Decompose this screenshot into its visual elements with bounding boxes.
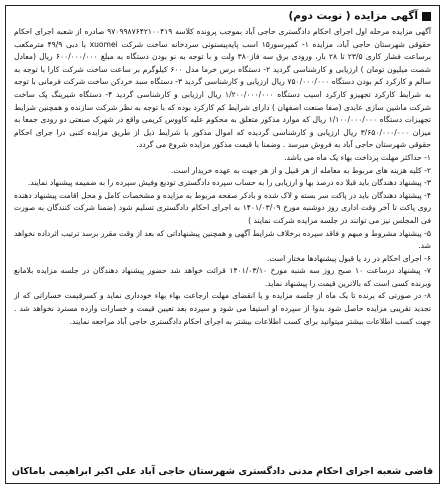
condition-1: ۱- حداکثر مهلت پرداخت بهاء یک ماه می باشد.	[284, 152, 431, 162]
notice-title: آگهی مزایده ( نوبت دوم)	[288, 10, 418, 22]
condition-8: ۸- در صورتی که برنده تا یک ماه از جلسه مزایده و یا انقضای مهلت ارجاعت بهاء بهاء خودداری نماید و کسرقیمت خساراتی که از تجدید تقریبی مزایده حاصل شود بدوا از سپرده او استیفا می شود و سپرده بعد تعیین قیمت و خسارات وارده مسترد نخواهد شد . جهت کسب اطلاعات بیشتر میتوانید برای کسب اطلاعات بیشتر به اجرای احکام دادگستری حاجی آباد مراجعه نمایند.	[14, 291, 431, 326]
condition-3: ۳- پیشنهاد دهندگان باید قبلا ده درصد بها و ارزیابی را به حساب سپرده دادگستری تودیع وفیش سپرده را به ضمیمه پیشنهاد نمایند.	[27, 178, 431, 188]
notice-intro: آگهی مزایده مرحله اول اجرای احکام دادگستری حاجی آباد بموجب پرونده کلاسه ۹۷۰۹۹۸۷۶۴۲۱۰۰۴۱۹ صادره از شعبه اجرای احکام حقوقی شهرستان حاجی آباد، مزایده ۱- کمپرسور۱۵ اسب پایه‌پیستونی سرد‌خانه ساخت شرکت xuomei با دبی ۴۹/۹ مترمکعب برساعت فشار کاری ۲۳/۵ تا ۲۸ بار، ورودی برق سه فاز۳۸۰ ولت و با توجه به نو بودن دستگاه به مبلغ ۶۰۰/۰۰۰/۰۰۰ ریال (معادل شصت میلیون تومان ) ارزیابی و کارشناسی گردید ۲- دستگاه برس خرما مدل ۶۰۰ کیلوگرم بر ساعت ساخت شرکت کارا با توجه به سالم و کارکرد کم بودن دستگاه ۷۵۰/۰۰۰/۰۰۰ ریال ارزیابی و کارشناسی گردید ۳- دستگاه سبد خردکن ساخت شرکت فرمانی با توجه به شرایط کارکرد تجهیزو کارکرد اسیب دستگاه ۱/۲۰۰/۰۰۰/۰۰۰ ریال ارزیابی و کارشناسی گردید ۴- دستگاه شیرینگ پک ساخت شرکت ماشین سازی عابدی (صفا صنعت اصفهان ) دارای شرایط کم کارکرد بوده که با توجه به نظر شرکت سازنده و همچنین شرایط تجهیزات دستگاه ۱/۱۰۰/۰۰۰/۰۰۰ ریال که موارد مذکور متعلق به محکوم علیه کاووس کریمی واقع در شهرک صنعتی دو رودی جمعا به میزان ۳/۶۵۰/۰۰۰/۰۰۰ ریال ارزیابی و کارشناسی گردیده که اموال مذکور با شرایط ذیل از طریق مزایده کتبی درا جرای احکام حقوقی شهرستان حاجی آباد به فروش میرسد . وضمنا با قیمت مذکور مزایده شروع می گردد.	[14, 27, 432, 150]
notice-header	[6, 6, 439, 26]
notice-body	[6, 26, 439, 328]
condition-7: ۷- پیشنهاد درساعت ۱۰ صبح روز سه شنبه مورخ ۱۴۰۱/۰۳/۱۰ قرائت خواهد شد حضور پیشنهاد دهندگان در جلسه مزایده بلامانع وبرنده کسی است که بالاترین قیمت را پیشنهاد نماید.	[14, 266, 431, 288]
judge-signature: قاضی شعبه اجرای احکام مدنی دادگستری شهرستان حاجی آباد علی اکبر ابراهیمی باماکان	[11, 466, 434, 477]
square-bullet-icon	[422, 12, 431, 21]
condition-4: ۴- پیشنهاد دهندگان باید در پاکت سر بسته و لاک شده و بادکر صفحه مربوط به مزایده و مشخصات کامل و محل اقامت پیشنهاد دهنده روی پاکت تا آخر وقت اداری روز دوشنبه مورخ ۱۴۰۱/۰۳/۰۹ به اجرای احکام دادگستری تسلیم شود (ضمنا شرکت کنندگان به صورت فی المجلس نیز می توانند در جلسه مزایده شرکت نمایند )	[14, 190, 431, 225]
condition-6: ۶- اجرای احکام در رد یا قبول پیشنهادها مختار است.	[266, 253, 431, 263]
condition-5: ۵- پیشنهاد مشروط و مبهم و فاقد سپرده برخلاف شرایط آگهی و همچنین پیشنهاداتی که بعد از وقت مقرر برسد ترتیب اثرداده نخواهد شد.	[14, 228, 431, 251]
condition-2: ۲- کلیه هزینه های مربوط به معامله از هر قبیل و از هر جهت به عهده خریدار است.	[170, 165, 431, 175]
auction-notice	[5, 5, 440, 484]
